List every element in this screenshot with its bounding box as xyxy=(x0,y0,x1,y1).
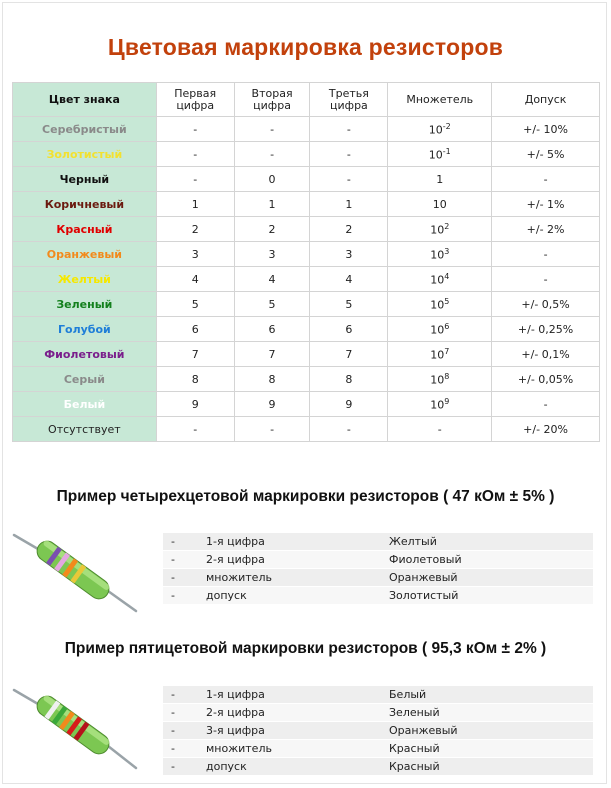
list-item xyxy=(163,704,593,722)
digit-cell: - xyxy=(234,142,310,167)
color-cell: Белый xyxy=(386,686,593,704)
digit-cell: - xyxy=(156,167,234,192)
tolerance-cell: +/- 0,25% xyxy=(492,317,600,342)
position-cell: допуск xyxy=(203,758,386,776)
list-item xyxy=(163,533,593,551)
color-name-cell: Зеленый xyxy=(13,292,157,317)
multiplier-base: 10 xyxy=(432,197,447,211)
multiplier-cell xyxy=(388,117,492,142)
position-cell: 2-я цифра xyxy=(203,551,386,569)
multiplier-exponent: 7 xyxy=(444,346,450,356)
digit-cell: 1 xyxy=(310,192,388,217)
column-header: Третья цифра xyxy=(310,83,388,117)
tolerance-cell: +/- 0,05% xyxy=(492,367,600,392)
four-band-resistor-image xyxy=(12,527,142,619)
multiplier-cell xyxy=(388,342,492,367)
column-header: Цвет знака xyxy=(13,83,157,117)
tolerance-cell: - xyxy=(492,167,600,192)
digit-cell: 2 xyxy=(234,217,310,242)
color-cell: Золотистый xyxy=(386,587,593,605)
color-name-cell: Красный xyxy=(13,217,157,242)
table-row xyxy=(13,167,600,192)
digit-cell: - xyxy=(310,417,388,442)
digit-cell: 0 xyxy=(234,167,310,192)
tolerance-cell: +/- 10% xyxy=(492,117,600,142)
column-header: Допуск xyxy=(492,83,600,117)
table-header-row xyxy=(13,83,600,117)
color-name-cell: Золотистый xyxy=(13,142,157,167)
position-cell: множитель xyxy=(203,740,386,758)
list-item xyxy=(163,740,593,758)
tolerance-cell: +/- 2% xyxy=(492,217,600,242)
dash-cell: - xyxy=(163,533,203,551)
color-cell: Желтый xyxy=(386,533,593,551)
digit-cell: 8 xyxy=(156,367,234,392)
color-name-cell: Фиолетовый xyxy=(13,342,157,367)
digit-cell: - xyxy=(156,417,234,442)
digit-cell: 1 xyxy=(234,192,310,217)
list-item xyxy=(163,569,593,587)
table-row xyxy=(13,217,600,242)
list-item xyxy=(163,722,593,740)
multiplier-cell xyxy=(388,192,492,217)
dash-cell: - xyxy=(163,704,203,722)
list-item xyxy=(163,551,593,569)
resistor-lead-right xyxy=(108,591,136,611)
resistor-lead-right xyxy=(108,746,136,768)
digit-cell: - xyxy=(156,142,234,167)
resistor-lead-left xyxy=(14,535,38,549)
table-row xyxy=(13,242,600,267)
multiplier-cell xyxy=(388,417,492,442)
color-cell: Зеленый xyxy=(386,704,593,722)
table-body xyxy=(13,117,600,442)
multiplier-cell xyxy=(388,392,492,417)
example4-title: Пример четырехцетовой маркировки резисторов ( 47 кОм ± 5% ) xyxy=(56,488,555,505)
table-row xyxy=(13,342,600,367)
color-cell: Оранжевый xyxy=(386,569,593,587)
multiplier-exponent: 8 xyxy=(444,371,450,381)
tolerance-cell: +/- 0,1% xyxy=(492,342,600,367)
color-cell: Красный xyxy=(386,758,593,776)
digit-cell: 4 xyxy=(234,267,310,292)
multiplier-cell xyxy=(388,142,492,167)
digit-cell: 9 xyxy=(156,392,234,417)
position-cell: 2-я цифра xyxy=(203,704,386,722)
multiplier-base: 10 xyxy=(430,373,445,387)
resistor-lead-left xyxy=(14,690,38,704)
digit-cell: 7 xyxy=(234,342,310,367)
color-name-cell: Серый xyxy=(13,367,157,392)
tolerance-cell: - xyxy=(492,242,600,267)
digit-cell: 2 xyxy=(156,217,234,242)
digit-cell: 6 xyxy=(156,317,234,342)
multiplier-cell xyxy=(388,317,492,342)
digit-cell: 2 xyxy=(310,217,388,242)
multiplier-cell xyxy=(388,292,492,317)
example5-table xyxy=(163,686,593,776)
multiplier-exponent: 9 xyxy=(444,396,450,406)
multiplier-exponent: 4 xyxy=(444,271,450,281)
multiplier-exponent: 2 xyxy=(444,221,450,231)
example5-title: Пример пятицетовой маркировки резисторов ( 95,3 кОм ± 2% ) xyxy=(64,640,547,657)
column-header: Первая цифра xyxy=(156,83,234,117)
table-row xyxy=(13,392,600,417)
digit-cell: 4 xyxy=(310,267,388,292)
position-cell: допуск xyxy=(203,587,386,605)
multiplier-base: 10 xyxy=(428,123,443,137)
digit-cell: 4 xyxy=(156,267,234,292)
example4-table xyxy=(163,533,593,605)
table-row xyxy=(13,292,600,317)
color-name-cell: Отсутствует xyxy=(13,417,157,442)
digit-cell: 3 xyxy=(310,242,388,267)
digit-cell: 6 xyxy=(234,317,310,342)
multiplier-cell xyxy=(388,242,492,267)
column-header: Множетель xyxy=(388,83,492,117)
table-row xyxy=(13,267,600,292)
multiplier-exponent: 6 xyxy=(444,321,450,331)
dash-cell: - xyxy=(163,722,203,740)
color-cell: Оранжевый xyxy=(386,722,593,740)
digit-cell: 3 xyxy=(234,242,310,267)
multiplier-base: 10 xyxy=(430,348,445,362)
dash-cell: - xyxy=(163,758,203,776)
digit-cell: 7 xyxy=(310,342,388,367)
digit-cell: - xyxy=(234,417,310,442)
color-name-cell: Голубой xyxy=(13,317,157,342)
list-item xyxy=(163,686,593,704)
resistor-body xyxy=(33,537,113,603)
multiplier-base: 1 xyxy=(436,172,444,186)
page-title: Цветовая маркировка резисторов xyxy=(107,34,504,60)
multiplier-base: 10 xyxy=(430,273,445,287)
color-cell: Красный xyxy=(386,740,593,758)
tolerance-cell: +/- 5% xyxy=(492,142,600,167)
color-name-cell: Белый xyxy=(13,392,157,417)
multiplier-exponent: 3 xyxy=(444,246,450,256)
multiplier-base: 10 xyxy=(430,223,445,237)
multiplier-base: 10 xyxy=(430,298,445,312)
color-name-cell: Серебристый xyxy=(13,117,157,142)
tolerance-cell: +/- 20% xyxy=(492,417,600,442)
table-row xyxy=(13,142,600,167)
dash-cell: - xyxy=(163,686,203,704)
digit-cell: 7 xyxy=(156,342,234,367)
multiplier-exponent: -2 xyxy=(442,121,451,131)
color-name-cell: Черный xyxy=(13,167,157,192)
tolerance-cell: +/- 1% xyxy=(492,192,600,217)
digit-cell: - xyxy=(310,167,388,192)
digit-cell: 9 xyxy=(310,392,388,417)
digit-cell: 1 xyxy=(156,192,234,217)
five-band-resistor-image xyxy=(12,682,142,774)
table-row xyxy=(13,417,600,442)
multiplier-exponent: 5 xyxy=(444,296,450,306)
multiplier-base: 10 xyxy=(430,248,445,262)
color-name-cell: Оранжевый xyxy=(13,242,157,267)
digit-cell: 5 xyxy=(234,292,310,317)
tolerance-cell: - xyxy=(492,267,600,292)
dash-cell: - xyxy=(163,551,203,569)
table-row xyxy=(13,117,600,142)
multiplier-base: - xyxy=(437,422,442,436)
table-row xyxy=(13,367,600,392)
digit-cell: 5 xyxy=(156,292,234,317)
multiplier-cell xyxy=(388,367,492,392)
multiplier-cell xyxy=(388,217,492,242)
digit-cell: - xyxy=(156,117,234,142)
column-header: Вторая цифра xyxy=(234,83,310,117)
position-cell: 1-я цифра xyxy=(203,533,386,551)
digit-cell: 8 xyxy=(310,367,388,392)
position-cell: 3-я цифра xyxy=(203,722,386,740)
dash-cell: - xyxy=(163,587,203,605)
multiplier-cell xyxy=(388,267,492,292)
multiplier-base: 10 xyxy=(430,323,445,337)
digit-cell: 6 xyxy=(310,317,388,342)
list-item xyxy=(163,587,593,605)
color-name-cell: Желтый xyxy=(13,267,157,292)
position-cell: 1-я цифра xyxy=(203,686,386,704)
digit-cell: 9 xyxy=(234,392,310,417)
color-cell: Фиолетовый xyxy=(386,551,593,569)
digit-cell: - xyxy=(310,117,388,142)
multiplier-exponent: -1 xyxy=(442,146,451,156)
dash-cell: - xyxy=(163,569,203,587)
dash-cell: - xyxy=(163,740,203,758)
tolerance-cell: - xyxy=(492,392,600,417)
digit-cell: 5 xyxy=(310,292,388,317)
table-row xyxy=(13,192,600,217)
digit-cell: 3 xyxy=(156,242,234,267)
color-code-table xyxy=(12,82,600,442)
multiplier-base: 10 xyxy=(428,148,443,162)
list-item xyxy=(163,758,593,776)
multiplier-base: 10 xyxy=(430,398,445,412)
digit-cell: - xyxy=(234,117,310,142)
table-row xyxy=(13,317,600,342)
digit-cell: - xyxy=(310,142,388,167)
color-name-cell: Коричневый xyxy=(13,192,157,217)
tolerance-cell: +/- 0,5% xyxy=(492,292,600,317)
position-cell: множитель xyxy=(203,569,386,587)
multiplier-cell xyxy=(388,167,492,192)
digit-cell: 8 xyxy=(234,367,310,392)
